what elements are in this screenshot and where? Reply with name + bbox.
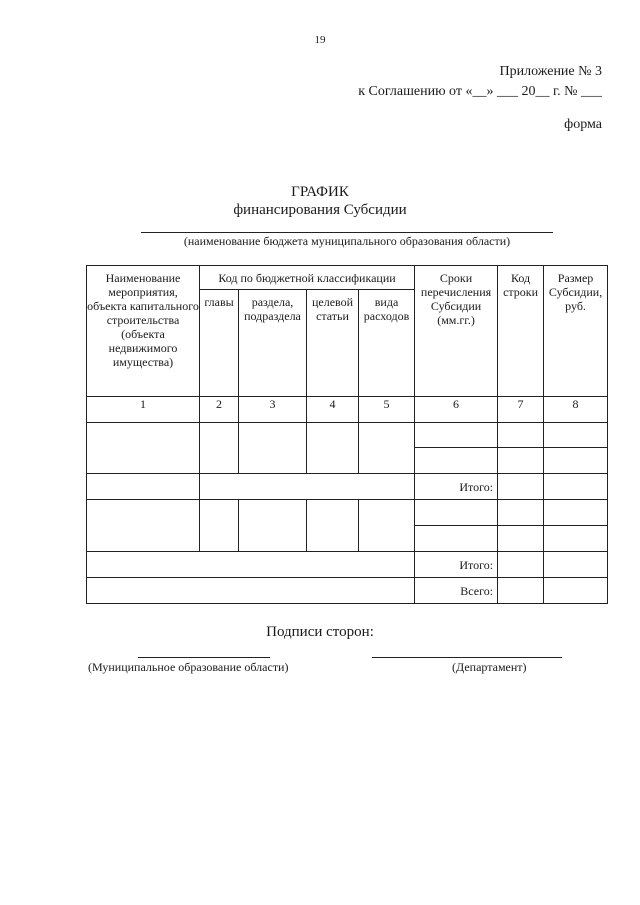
signatures-title: Подписи сторон: <box>266 624 374 640</box>
transfer-date-cell <box>415 448 498 474</box>
budget-name-line <box>141 232 553 233</box>
subtotal-label: Итого: <box>415 552 498 578</box>
header-row-code: Код строки <box>498 266 544 397</box>
expense-type-cell <box>359 423 415 474</box>
header-budget-classification: Код по бюджетной классификации <box>200 266 415 290</box>
event-cell <box>87 500 200 552</box>
row-code-cell <box>498 526 544 552</box>
expense-type-cell <box>359 500 415 552</box>
title-main: ГРАФИК <box>291 184 349 200</box>
column-number: 4 <box>307 397 359 423</box>
form-label: форма <box>564 117 602 132</box>
page-number: 19 <box>314 34 326 46</box>
grand-total-label: Всего: <box>415 578 498 604</box>
section-cell <box>239 423 307 474</box>
row-code-cell <box>498 552 544 578</box>
column-number: 1 <box>87 397 200 423</box>
column-number: 3 <box>239 397 307 423</box>
header-subsidy-amount: Размер Субсидии, руб. <box>544 266 608 397</box>
transfer-date-cell <box>415 526 498 552</box>
column-number: 5 <box>359 397 415 423</box>
subtotal-amount-cell <box>544 474 608 500</box>
blank-cell <box>87 474 200 500</box>
signature-caption-municipality: (Муниципальное образование области) <box>88 660 289 674</box>
chapter-cell <box>200 500 239 552</box>
subtotal-label: Итого: <box>415 474 498 500</box>
row-code-cell <box>498 423 544 448</box>
row-code-cell <box>498 578 544 604</box>
header-section: раздела, подраздела <box>239 290 307 397</box>
row-code-cell <box>498 448 544 474</box>
financing-schedule-table <box>86 265 608 604</box>
transfer-date-cell <box>415 500 498 526</box>
subtotal-amount-cell <box>544 552 608 578</box>
amount-cell <box>544 448 608 474</box>
header-event-name: Наименование мероприятия, объекта капитального строительства (объекта недвижимого имущества) <box>87 266 200 397</box>
amount-cell <box>544 500 608 526</box>
header-expense-type: вида расходов <box>359 290 415 397</box>
blank-merged-cell <box>87 578 415 604</box>
event-cell <box>87 423 200 474</box>
section-cell <box>239 500 307 552</box>
signature-caption-department: (Департамент) <box>452 660 527 674</box>
header-target-item: целевой статьи <box>307 290 359 397</box>
header-transfer-dates: Сроки перечисления Субсидии (мм.гг.) <box>415 266 498 397</box>
blank-merged-cell <box>200 474 415 500</box>
column-number: 6 <box>415 397 498 423</box>
column-number: 7 <box>498 397 544 423</box>
column-number: 2 <box>200 397 239 423</box>
agreement-reference: к Соглашению от «__» ___ 20__ г. № ___ <box>358 84 602 99</box>
signature-line-department <box>372 657 562 658</box>
document-title <box>0 183 640 219</box>
title-sub: финансирования Субсидии <box>233 202 407 218</box>
row-code-cell <box>498 474 544 500</box>
amount-cell <box>544 423 608 448</box>
amount-cell <box>544 526 608 552</box>
budget-name-caption: (наименование бюджета муниципального образования области) <box>183 234 511 248</box>
header-chapter: главы <box>200 290 239 397</box>
target-item-cell <box>307 500 359 552</box>
grand-total-amount-cell <box>544 578 608 604</box>
target-item-cell <box>307 423 359 474</box>
chapter-cell <box>200 423 239 474</box>
appendix-label: Приложение № 3 <box>499 64 602 79</box>
row-code-cell <box>498 500 544 526</box>
blank-merged-cell <box>87 552 415 578</box>
signature-line-municipality <box>138 657 270 658</box>
appendix-header <box>358 62 602 102</box>
transfer-date-cell <box>415 423 498 448</box>
column-number: 8 <box>544 397 608 423</box>
